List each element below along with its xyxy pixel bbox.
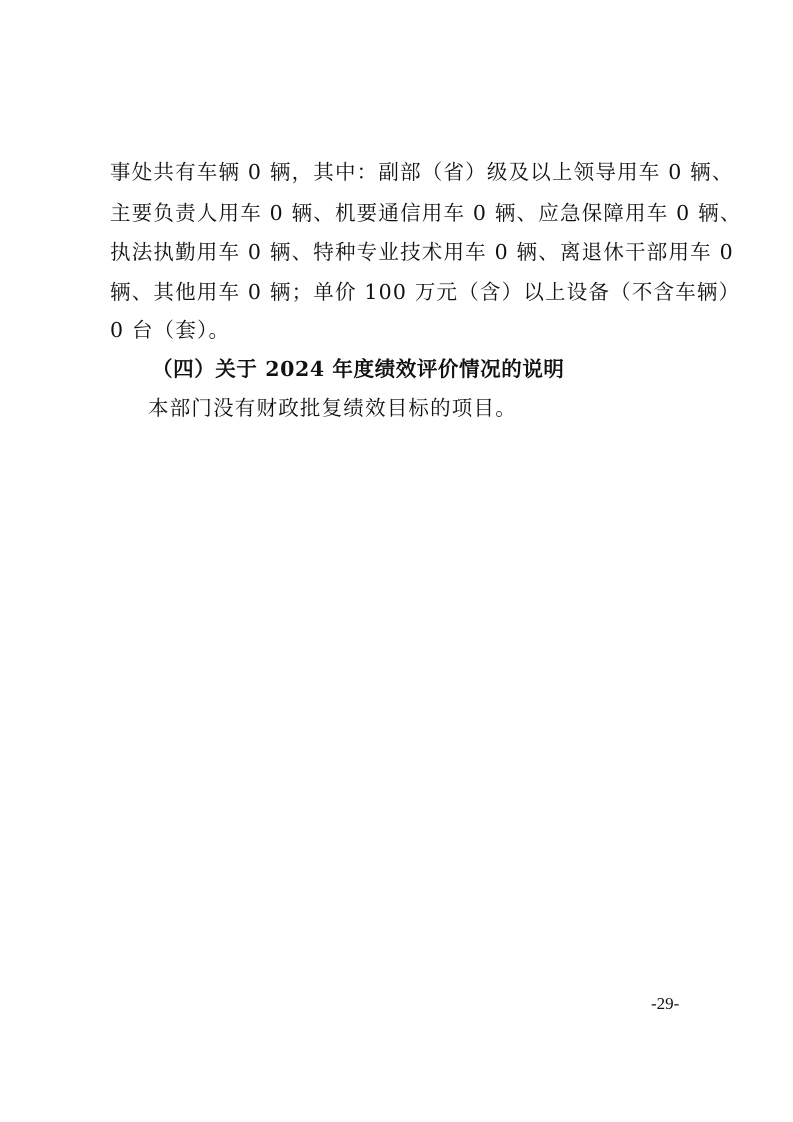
paragraph-line-1: 事处共有车辆 0 辆，其中：副部（省）级及以上领导用车 0 辆、 [110,160,734,184]
page-number: -29- [651,994,680,1013]
paragraph-line-3: 执法执勤用车 0 辆、特种专业技术用车 0 辆、离退休干部用车 0 [110,240,734,264]
section-body: 本部门没有财政批复绩效目标的项目。 [148,396,517,420]
paragraph-line-5: 0 台（套）。 [110,318,231,342]
section-heading: （四）关于 2024 年度绩效评价情况的说明 [152,357,565,381]
paragraph-line-4: 辆、其他用车 0 辆；单价 100 万元（含）以上设备（不含车辆） [110,280,741,304]
paragraph-line-2: 主要负责人用车 0 辆、机要通信用车 0 辆、应急保障用车 0 辆、 [110,201,742,225]
